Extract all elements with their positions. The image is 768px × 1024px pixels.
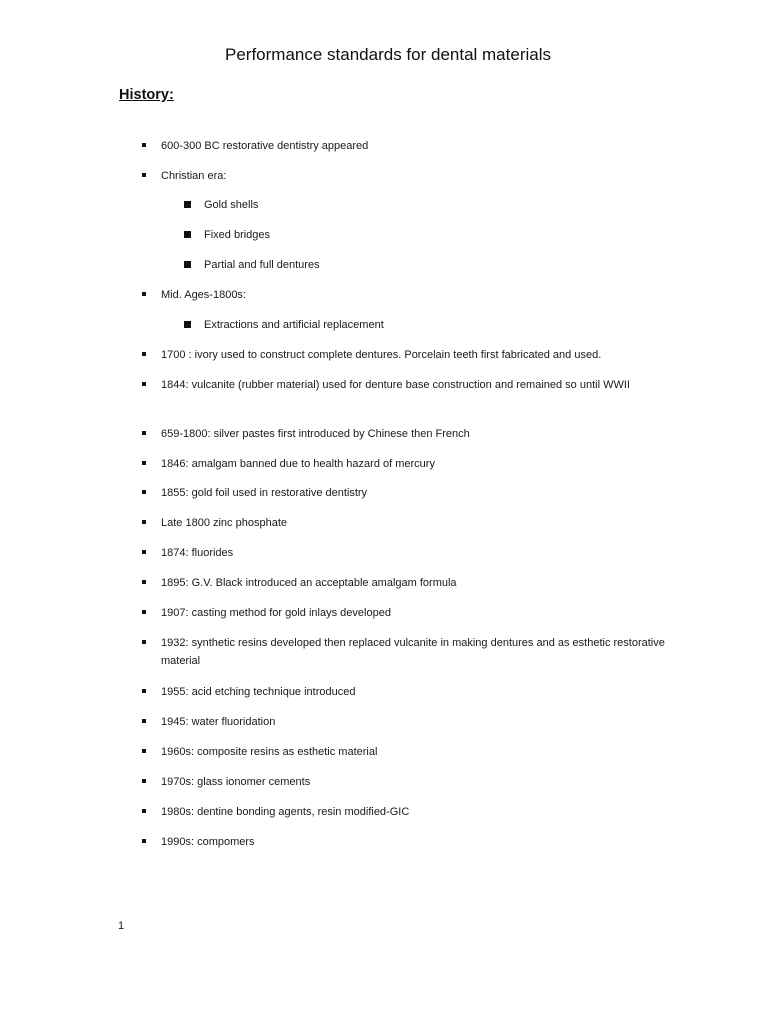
section-heading: History: xyxy=(119,87,174,103)
list-item: 1846: amalgam banned due to health hazard of mercury xyxy=(161,458,435,470)
square-bullet-icon xyxy=(142,550,146,554)
square-bullet-icon xyxy=(142,839,146,843)
list-item: 1945: water fluoridation xyxy=(161,716,276,728)
sub-list-item: Extractions and artificial replacement xyxy=(204,319,384,331)
list-item: 1844: vulcanite (rubber material) used for denture base construction and remained so until WWII xyxy=(161,379,630,391)
filled-square-bullet-icon xyxy=(184,261,191,268)
square-bullet-icon xyxy=(142,640,146,644)
filled-square-bullet-icon xyxy=(184,231,191,238)
square-bullet-icon xyxy=(142,382,146,386)
square-bullet-icon xyxy=(142,352,146,356)
list-item: 1895: G.V. Black introduced an acceptable amalgam formula xyxy=(161,577,457,589)
list-item: 1855: gold foil used in restorative dentistry xyxy=(161,487,368,499)
list-item: 659-1800: silver pastes first introduced by Chinese then French xyxy=(161,428,470,440)
square-bullet-icon xyxy=(142,520,146,524)
sub-list-item: Gold shells xyxy=(204,199,259,211)
list-item: 1980s: dentine bonding agents, resin modified-GIC xyxy=(161,806,410,818)
filled-square-bullet-icon xyxy=(184,201,191,208)
square-bullet-icon xyxy=(142,461,146,465)
page-number: 1 xyxy=(118,920,125,932)
sub-list-item: Partial and full dentures xyxy=(204,259,320,271)
sub-list-item: Fixed bridges xyxy=(204,229,271,241)
square-bullet-icon xyxy=(142,779,146,783)
list-item: 1700 : ivory used to construct complete dentures. Porcelain teeth first fabricated and used. xyxy=(161,349,602,361)
list-item: 600-300 BC restorative dentistry appeared xyxy=(161,140,369,152)
list-item: 1990s: compomers xyxy=(161,836,255,848)
list-item: 1955: acid etching technique introduced xyxy=(161,686,356,698)
list-item: 1970s: glass ionomer cements xyxy=(161,776,311,788)
list-item: 1874: fluorides xyxy=(161,547,234,559)
square-bullet-icon xyxy=(142,143,146,147)
square-bullet-icon xyxy=(142,809,146,813)
square-bullet-icon xyxy=(142,292,146,296)
list-item: Mid. Ages-1800s: xyxy=(161,289,246,301)
list-item: 1960s: composite resins as esthetic material xyxy=(161,746,378,758)
square-bullet-icon xyxy=(142,610,146,614)
list-item: Christian era: xyxy=(161,170,227,182)
list-item: Late 1800 zinc phosphate xyxy=(161,517,287,529)
square-bullet-icon xyxy=(142,580,146,584)
list-item: 1907: casting method for gold inlays developed xyxy=(161,607,391,619)
list-item: 1932: synthetic resins developed then replaced vulcanite in making dentures and as esthetic restorative material xyxy=(161,637,665,667)
square-bullet-icon xyxy=(142,749,146,753)
square-bullet-icon xyxy=(142,490,146,494)
square-bullet-icon xyxy=(142,173,146,177)
square-bullet-icon xyxy=(142,719,146,723)
square-bullet-icon xyxy=(142,431,146,435)
filled-square-bullet-icon xyxy=(184,321,191,328)
square-bullet-icon xyxy=(142,689,146,693)
page-title: Performance standards for dental materials xyxy=(225,45,551,64)
